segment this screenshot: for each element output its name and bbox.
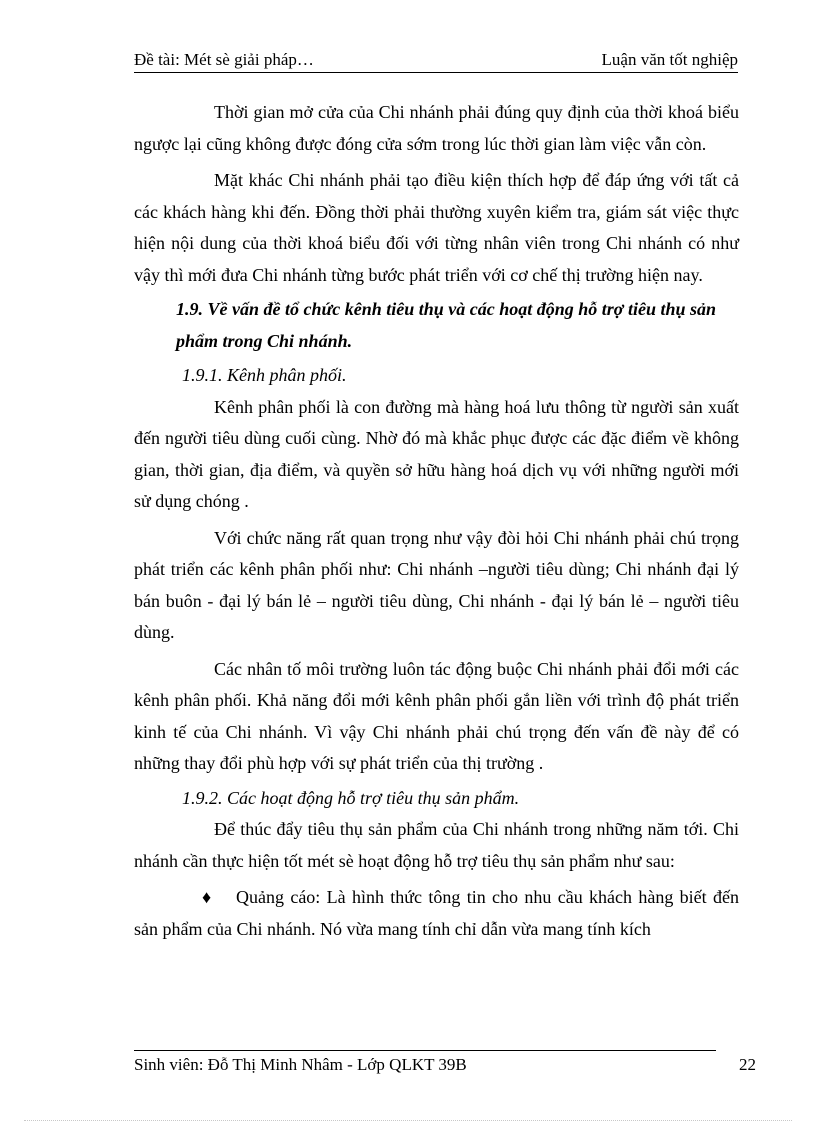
paragraph-opening-hours: Thời gian mở cửa của Chi nhánh phải đúng quy định của thời khoá biểu ngược lại cũng không được đóng cửa sớm trong lúc thời gian làm việc vẫn còn. <box>134 102 739 154</box>
diamond-bullet-icon: ♦ <box>202 887 212 907</box>
paragraph-channel-types: Với chức năng rất quan trọng như vậy đòi hỏi Chi nhánh phải chú trọng phát triển các kênh phân phối như: Chi nhánh –người tiêu dùng; Chi nhánh đại lý bán buôn - đại lý bán lẻ – người tiêu dùng, Chi nhánh - đại lý bán lẻ – người tiêu dùng. <box>134 527 739 642</box>
paragraph-distribution-channel: Kênh phân phối là con đường mà hàng hoá lưu thông từ người sản xuất đến người tiêu dùng cuối cùng. Nhờ đó mà khắc phục được các đặc điểm về không gian, thời gian, địa điểm, và quyền sở hữu hàng hoá dịch vụ với những người mới sử dụng chóng . <box>134 396 739 511</box>
footer-divider <box>134 1050 716 1051</box>
paragraph-support-activities: Để thúc đẩy tiêu thụ sản phẩm của Chi nhánh trong những năm tới. Chi nhánh cần thực hiện tốt mét sè hoạt động hỗ trợ tiêu thụ sản phẩm như sau: <box>134 819 739 871</box>
page-number: 22 <box>739 1055 756 1074</box>
paragraph-customer-service: Mặt khác Chi nhánh phải tạo điều kiện thích hợp để đáp ứng với tất cả các khách hàng khi đến. Đồng thời phải thường xuyên kiểm tra, giám sát việc thực hiện nội dung của thời khoá biểu đối với từng nhân viên trong Chi nhánh có như vậy thì mới đưa Chi nhánh từng bước phát triển với cơ chế thị trường hiện nay. <box>134 170 739 285</box>
page-boundary-divider <box>24 1120 792 1121</box>
header-topic: Đề tài: Mét sè giải pháp… <box>134 50 314 69</box>
section-heading-1-9: 1.9. Về vấn đề tổ chức kênh tiêu thụ và các hoạt động hỗ trợ tiêu thụ sản phẩm trong Chi nhánh. <box>176 299 716 351</box>
subheading-1-9-1: 1.9.1. Kênh phân phối. <box>182 365 347 385</box>
bullet-item-advertising <box>134 882 739 945</box>
page-body <box>134 97 739 945</box>
page-footer <box>134 1054 756 1076</box>
header-doc-type: Luận văn tốt nghiệp <box>601 50 738 69</box>
paragraph-environment-factors: Các nhân tố môi trường luôn tác động buộc Chi nhánh phải đổi mới các kênh phân phối. Khả năng đổi mới kênh phân phối gắn liền với trình độ phát triển kinh tế của Chi nhánh. Vì vậy Chi nhánh phải chú trọng đến vấn đề này để có những thay đổi phù hợp với sự phát triển của thị trường . <box>134 658 739 773</box>
bullet-text: Quảng cáo: Là hình thức tông tin cho nhu cầu khách hàng biết đến sản phẩm của Chi nhánh. Nó vừa mang tính chỉ dẫn vừa mang tính kích <box>134 887 739 939</box>
footer-student-info: Sinh viên: Đỗ Thị Minh Nhâm - Lớp QLKT 39B <box>134 1055 467 1074</box>
page-header <box>134 49 738 73</box>
subheading-1-9-2: 1.9.2. Các hoạt động hỗ trợ tiêu thụ sản phẩm. <box>182 787 520 808</box>
